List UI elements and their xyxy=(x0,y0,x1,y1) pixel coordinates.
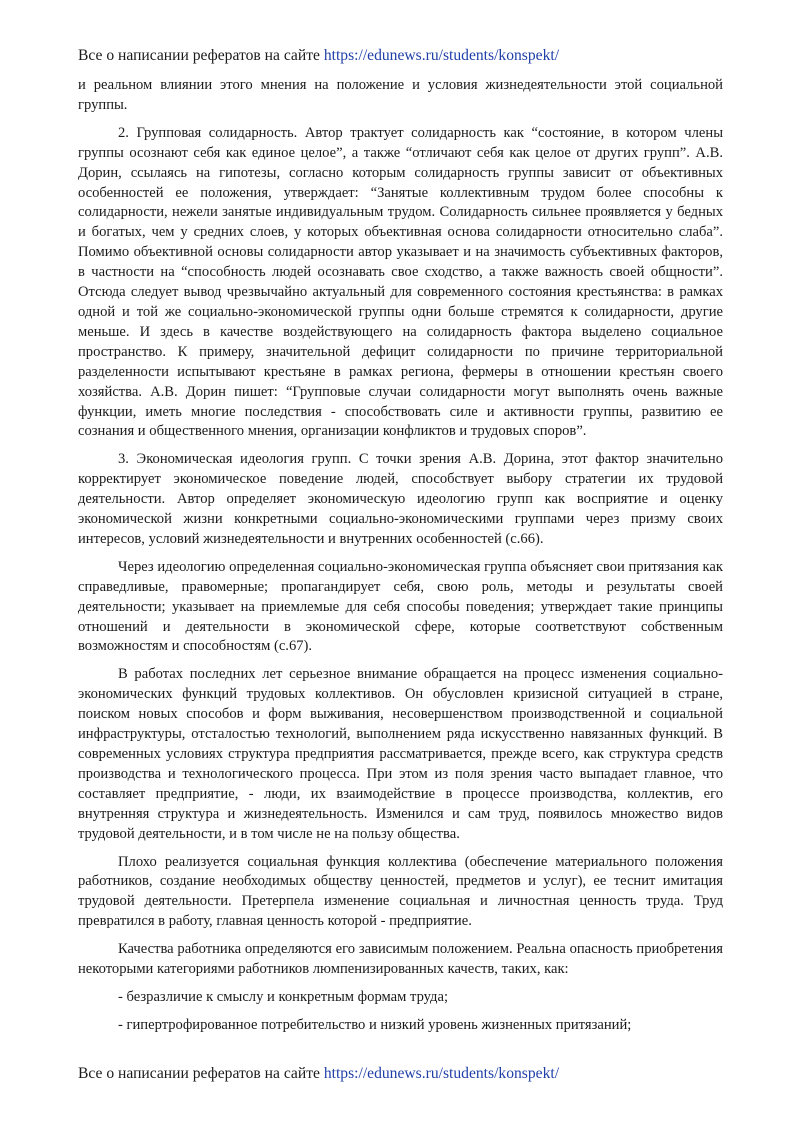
header-text: Все о написании рефератов на сайте xyxy=(78,47,324,64)
header-link[interactable]: https://edunews.ru/students/konspekt/ xyxy=(323,47,560,64)
footer-text: Все о написании рефератов на сайте xyxy=(78,1065,324,1082)
paragraph-continuation: и реальном влиянии этого мнения на положение и условия жизнедеятельности этой социальной группы. xyxy=(78,77,723,113)
page-header xyxy=(78,46,723,66)
paragraph-economic-ideology: 3. Экономическая идеология групп. С точки зрения А.В. Дорина, этот фактор значительно корректирует экономическое поведение людей, способствует выбору стратегии их трудовой деятельности. Автор определяет экономическую идеологию групп как восприятие и оценку экономической жизни конкретными социально-экономическими группами через призму своих интересов, условий жизнедеятельности и внутренних особенностей (с.66). xyxy=(78,451,723,547)
paragraph-social-function: Плохо реализуется социальная функция коллектива (обеспечение материального положения работников, создание необходимых обществу ценностей, предметов и услуг), ее теснит имитация трудовой деятельности. Претерпела изменение социальная и личностная ценность труда. Труд превратился в работу, главная ценность которой - предприятие. xyxy=(78,853,723,930)
paragraph-labor-collectives: В работах последних лет серьезное внимание обращается на процесс изменения социально-экономических функций трудовых коллективов. Он обусловлен кризисной ситуацией в стране, поиском новых способов и форм выживания, несовершенством производственной и социальной инфраструктуры, отсталостью технологий, выполнением ряда искусственно навязанных функций. В современных условиях структура предприятия рассматривается, прежде всего, как структура средств производства и технологического процесса. При этом из поля зрения часто выпадает главное, что составляет предприятие, - люди, их взаимодействие в процессе производства, коллектив, его внутренняя структура и жизнедеятельность. Изменился и сам труд, появилось множество видов трудовой деятельности, и в том числе не на пользу общества. xyxy=(78,666,723,842)
list-item: - гипертрофированное потребительство и низкий уровень жизненных притязаний; xyxy=(118,1016,632,1033)
paragraph-ideology-claims: Через идеологию определенная социально-экономическая группа объясняет свои притязания как справедливые, правомерные; пропагандирует себя, свою роль, методы и результаты своей деятельности; указывает на приемлемые для себя способы поведения; утверждает такие принципы отношений и деятельности в экономической сфере, которые соответствуют собственным возможностям и способностям (с.67). xyxy=(78,558,723,655)
footer-link[interactable]: https://edunews.ru/students/konspekt/ xyxy=(323,1065,560,1082)
document-body xyxy=(78,76,723,1036)
document-page xyxy=(78,46,723,1044)
paragraph-group-solidarity: 2. Групповая солидарность. Автор трактует солидарность как “состояние, в котором члены группы осознают себя как единое целое”, а также “отличают себя как целое от других групп”. А.В. Дорин, ссылаясь на гипотезы, согласно которым солидарность группы зависит от объективных особенностей ее положения, утверждает: “Занятые коллективным трудом более способны к солидарности, нежели занятые индивидуальным трудом. Солидарность сильнее проявляется у бедных и богатых, чем у средних слоев, у которых объективная основа солидарности относительно слаба”. Помимо объективной основы солидарности автор указывает и на значимость субъективных факторов, в частности на “способность людей осознавать свое сходство, а также важность своей общности”. Отсюда следует вывод чрезвычайно актуальный для современного состояния крестьянства: в рамках одной и той же социально-экономической группы одни больше стремятся к солидарности, другие меньше. И здесь в качестве воздействующего на солидарность фактора выделено социальное пространство. К примеру, значительной дефицит солидарности по причине территориальной разделенности испытывают крестьяне в рамках региона, фермеры в отношении крестьян своего хозяйства. А.В. Дорин пишет: “Групповые случаи солидарности могут выполнять очень важные функции, иметь многие последствия - способствовать силе и активности группы, развитию ее сознания и общественного мнения, организации конфликтов и трудовых споров”. xyxy=(78,124,723,440)
paragraph-worker-qualities: Качества работника определяются его зависимым положением. Реальна опасность приобретения некоторыми категориями работников люмпенизированных качеств, таких, как: xyxy=(78,941,723,978)
list-item: - безразличие к смыслу и конкретным формам труда; xyxy=(118,988,449,1005)
page-footer xyxy=(78,1064,559,1084)
